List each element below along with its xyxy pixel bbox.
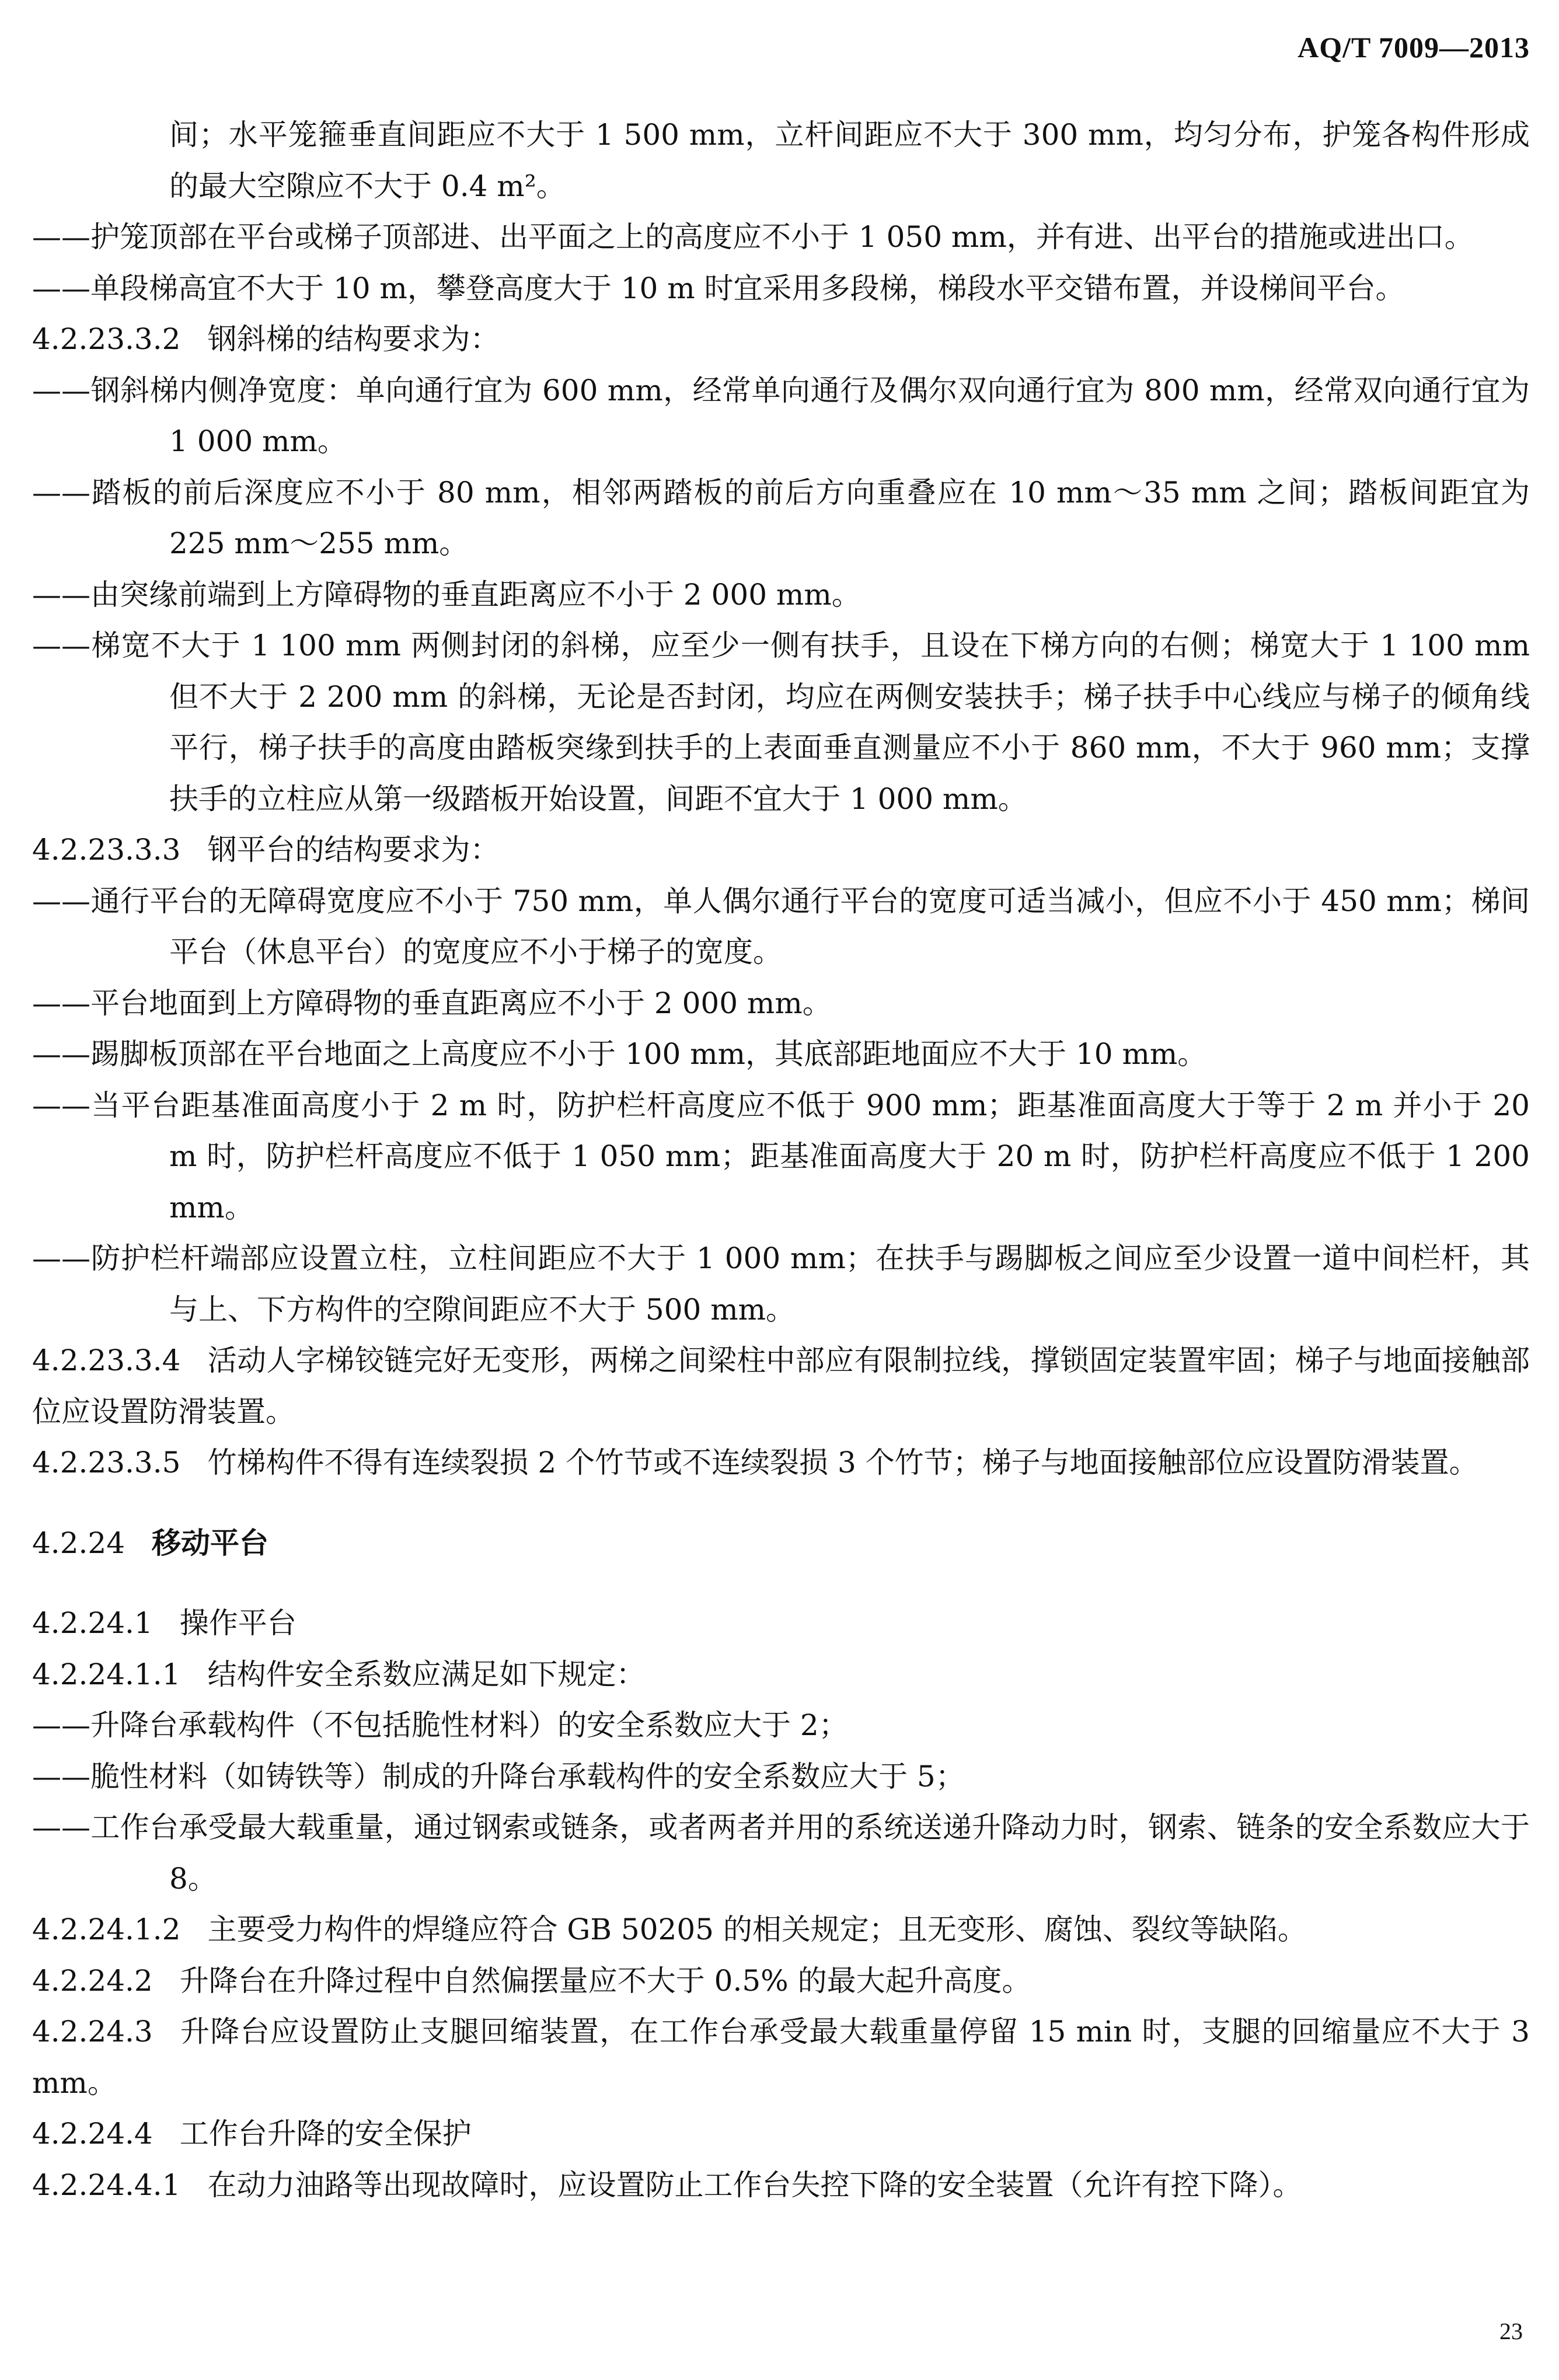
list-item: ——踢脚板顶部在平台地面之上高度应不小于 100 mm，其底部距地面应不大于 10 mm。 — [32, 1037, 1207, 1071]
page-number: 23 — [1499, 2318, 1523, 2344]
clause-text: 升降台在升降过程中自然偏摆量应不大于 0.5% 的最大起升高度。 — [179, 1963, 1031, 1998]
clause-number: 4.2.24.4.1 — [32, 2168, 181, 2202]
list-item: ——当平台距基准面高度小于 2 m 时，防护栏杆高度应不低于 900 mm；距基准面高度大于等于 2 m 并小于 20 m 时，防护栏杆高度应不低于 1 050 mm；距基准面高度大于 20 m 时，防护栏杆高度应不低于 1 200 mm。 — [32, 1088, 1530, 1224]
list-item: ——平台地面到上方障碍物的垂直距离应不小于 2 000 mm。 — [32, 986, 832, 1020]
section-heading — [32, 1518, 1530, 1569]
clause-text: 操作平台 — [179, 1606, 297, 1640]
clause-paragraph — [32, 2160, 1530, 2211]
clause-text: 钢斜梯的结构要求为： — [207, 322, 500, 356]
clause-text: 钢平台的结构要求为： — [207, 833, 500, 867]
clause-text: 主要受力构件的焊缝应符合 GB 50205 的相关规定；且无变形、腐蚀、裂纹等缺陷。 — [207, 1913, 1307, 1946]
list-item: ——升降台承载构件（不包括脆性材料）的安全系数应大于 2； — [32, 1708, 848, 1742]
standard-code-header: AQ/T 7009—2013 — [1298, 31, 1530, 64]
clause-text: 活动人字梯铰链完好无变形，两梯之间梁柱中部应有限制拉线，撑锁固定装置牢固；梯子与地面接触部位应设置防滑装置。 — [32, 1343, 1530, 1429]
clause-paragraph — [32, 1649, 1530, 1701]
clause-text: 工作台升降的安全保护 — [179, 2117, 472, 2151]
list-item: ——通行平台的无障碍宽度应不小于 750 mm，单人偶尔通行平台的宽度可适当减小，但应不小于 450 mm；梯间平台（休息平台）的宽度应不小于梯子的宽度。 — [32, 884, 1530, 969]
list-item: ——单段梯高宜不大于 10 m，攀登高度大于 10 m 时宜采用多段梯，梯段水平交错布置，并设梯间平台。 — [32, 271, 1405, 305]
list-item: ——护笼顶部在平台或梯子顶部进、出平面之上的高度应不小于 1 050 mm，并有进、出平台的措施或进出口。 — [32, 220, 1474, 254]
list-item: ——脆性材料（如铸铁等）制成的升降台承载构件的安全系数应大于 5； — [32, 1759, 965, 1793]
clause-text: 结构件安全系数应满足如下规定： — [207, 1657, 646, 1691]
clause-paragraph — [32, 314, 1530, 365]
list-item: ——踏板的前后深度应不小于 80 mm，相邻两踏板的前后方向重叠应在 10 mm～35 mm 之间；踏板间距宜为 225 mm～255 mm。 — [32, 475, 1530, 560]
clause-paragraph — [32, 1437, 1530, 1489]
document-body — [32, 110, 1530, 2211]
clause-number: 4.2.24.1.2 — [32, 1913, 181, 1946]
section-title: 移动平台 — [152, 1526, 269, 1560]
list-item: ——钢斜梯内侧净宽度：单向通行宜为 600 mm，经常单向通行及偶尔双向通行宜为 800 mm，经常双向通行宜为 1 000 mm。 — [32, 373, 1530, 458]
clause-number: 4.2.23.3.2 — [32, 322, 181, 356]
list-item: 间；水平笼箍垂直间距应不大于 1 500 mm，立杆间距应不大于 300 mm，均匀分布，护笼各构件形成的最大空隙应不大于 0.4 m²。 — [169, 118, 1530, 203]
clause-paragraph — [32, 2109, 1530, 2160]
section-number: 4.2.24 — [32, 1526, 125, 1560]
clause-number: 4.2.24.1.1 — [32, 1657, 181, 1691]
list-item: ——防护栏杆端部应设置立柱，立柱间距应不大于 1 000 mm；在扶手与踢脚板之间应至少设置一道中间栏杆，其与上、下方构件的空隙间距应不大于 500 mm。 — [32, 1241, 1530, 1327]
clause-paragraph — [32, 2006, 1530, 2109]
list-item: ——梯宽不大于 1 100 mm 两侧封闭的斜梯，应至少一侧有扶手，且设在下梯方向的右侧；梯宽大于 1 100 mm 但不大于 2 200 mm 的斜梯，无论是否封闭，均应在两侧安装扶手；梯子扶手中心线应与梯子的倾角线平行，梯子扶手的高度由踏板突缘到扶手的上表面垂直测量应不小于 860 mm，不大于 960 mm；支撑扶手的立柱应从第一级踏板开始设置，间距不宜大于 1 000 mm。 — [32, 629, 1530, 816]
clause-text: 升降台应设置防止支腿回缩装置，在工作台承受最大载重量停留 15 min 时，支腿的回缩量应不大于 3 mm。 — [32, 2015, 1530, 2100]
clause-paragraph — [32, 1335, 1530, 1437]
clause-number: 4.2.24.4 — [32, 2117, 153, 2151]
clause-paragraph — [32, 1904, 1530, 1956]
clause-number: 4.2.23.3.3 — [32, 833, 181, 867]
clause-paragraph — [32, 1956, 1530, 2007]
clause-number: 4.2.23.3.4 — [32, 1343, 181, 1377]
list-item: ——工作台承受最大载重量，通过钢索或链条，或者两者并用的系统送递升降动力时，钢索、链条的安全系数应大于 8。 — [32, 1810, 1530, 1896]
clause-number: 4.2.24.2 — [32, 1963, 153, 1998]
clause-text: 在动力油路等出现故障时，应设置防止工作台失控下降的安全装置（允许有控下降）。 — [207, 2168, 1302, 2202]
clause-paragraph — [32, 825, 1530, 876]
clause-number: 4.2.23.3.5 — [32, 1446, 181, 1479]
clause-number: 4.2.24.1 — [32, 1606, 153, 1640]
clause-text: 竹梯构件不得有连续裂损 2 个竹节或不连续裂损 3 个竹节；梯子与地面接触部位应设置防滑装置。 — [207, 1446, 1478, 1479]
clause-number: 4.2.24.3 — [32, 2015, 153, 2049]
list-item: ——由突缘前端到上方障碍物的垂直距离应不小于 2 000 mm。 — [32, 577, 861, 612]
clause-paragraph — [32, 1598, 1530, 1649]
